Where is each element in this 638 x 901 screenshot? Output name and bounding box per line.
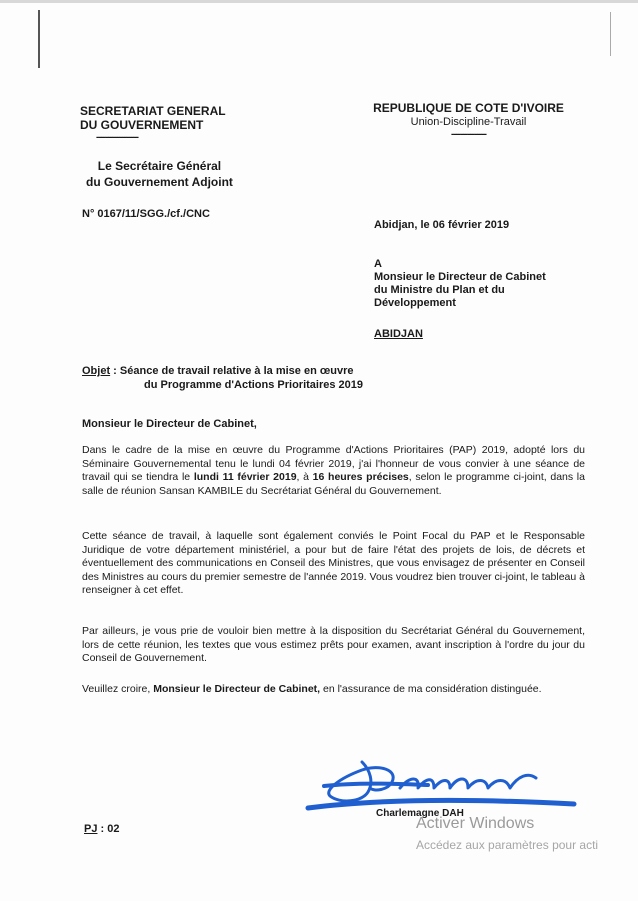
attachments (84, 823, 119, 835)
title-line-2: du Gouvernement Adjoint (86, 175, 233, 189)
sender-organization (80, 104, 226, 144)
title-line-1: Le Secrétaire Général (97, 159, 222, 173)
recipient-line-1: Monsieur le Directeur de Cabinet (374, 271, 546, 283)
text: en l'assurance de ma considération distinguée. (320, 683, 542, 695)
subject-separator: : (110, 365, 120, 377)
closing-paragraph (82, 683, 585, 697)
recipient-prefix: A (374, 258, 382, 270)
recipient-block (374, 258, 546, 310)
text: , à (296, 471, 313, 483)
signer-name: Charlemagne DAH (376, 808, 464, 819)
recipient-line-2: du Ministre du Plan et du (374, 284, 505, 296)
reference-number: N° 0167/11/SGG./cf./CNC (82, 208, 210, 220)
subject-text-2: du Programme d'Actions Prioritaires 2019 (144, 379, 364, 391)
subject-label: Objet (82, 365, 111, 377)
subject-line (82, 364, 363, 392)
activation-watermark-subtitle: Accédez aux paramètres pour acti (416, 838, 599, 852)
body-paragraph-3: Par ailleurs, je vous prie de vouloir bien mettre à la disposition du Secrétariat Général du Gouvernement, lors de cette réunion, les textes que vous estimez prêts pour examen, avant inscription à l'ordre du jour du Conseil de Gouvernement. (82, 625, 585, 664)
text: Veuillez croire, (82, 683, 154, 695)
national-motto: Union-Discipline-Travail (410, 116, 527, 128)
closing-addressee: Monsieur le Directeur de Cabinet, (153, 683, 321, 695)
attachments-label: PJ (84, 823, 98, 835)
recipient-city: ABIDJAN (374, 328, 423, 340)
body-paragraph-1 (82, 444, 585, 498)
text: , selon le programme ci-joint, dans la salle de réunion Sansan KAMBILE du Secrétariat Général du Gouvernement. (82, 471, 585, 497)
activation-watermark-title: Activer Windows (416, 815, 535, 832)
meeting-date: lundi 11 février 2019 (193, 471, 297, 483)
country-name: REPUBLIQUE DE COTE D'IVOIRE (373, 101, 564, 115)
subject-text-1: Séance de travail relative à la mise en œuvre (119, 365, 354, 377)
separator: ------------------ (96, 132, 138, 143)
salutation: Monsieur le Directeur de Cabinet, (82, 418, 257, 430)
scan-mark (38, 10, 40, 68)
country-header (366, 101, 571, 141)
attachments-count: : 02 (97, 823, 120, 835)
meeting-time: 16 heures précises (312, 471, 409, 483)
body-paragraph-2: Cette séance de travail, à laquelle sont également conviés le Point Focal du PAP et le Responsable Juridique de votre département ministériel, a pour but de faire l'état des projets de lois, de décrets et éventuellement des communications en Conseil des Ministres, que vous envisagez de présenter en Conseil des Ministres au cours du premier semestre de l'année 2019. Vous voudrez bien trouver ci-joint, le tableau à renseigner à cet effet. (82, 530, 585, 596)
org-line-2: DU GOUVERNEMENT (80, 118, 204, 132)
scan-mark (610, 12, 611, 56)
recipient-line-3: Développement (374, 297, 456, 309)
scan-edge (0, 0, 638, 3)
date-line: Abidjan, le 06 février 2019 (374, 219, 510, 231)
org-line-1: SECRETARIAT GENERAL (80, 104, 226, 118)
text: Dans le cadre de la mise en œuvre du Programme d'Actions Prioritaires (PAP) 2019, adopté lors du Séminaire Gouvernemental tenu le lundi 04 février 2019, j'ai l'honneur de vous convier à une séance de travail qui se tiendra le (82, 444, 585, 483)
sender-title (86, 158, 233, 190)
separator: --------------- (451, 129, 486, 140)
